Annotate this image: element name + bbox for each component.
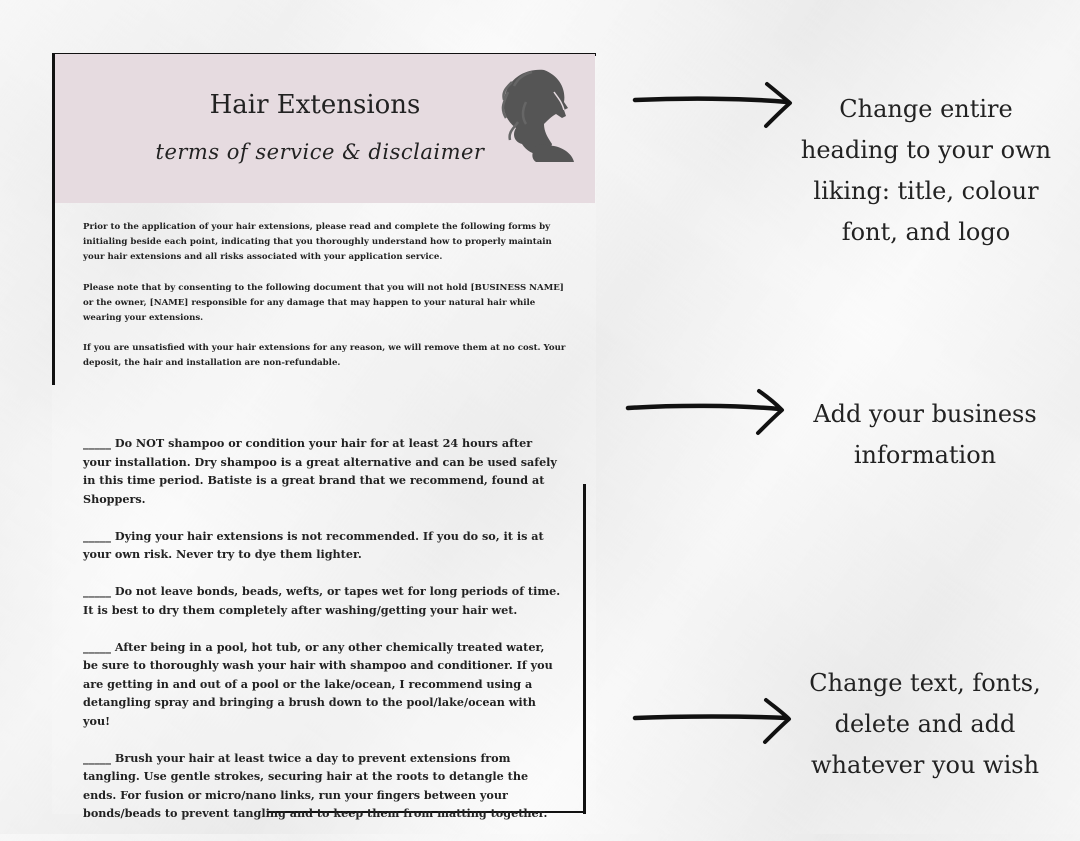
arrow-right-icon <box>625 386 790 436</box>
intro-paragraph: Please note that by consenting to the following document that you will not hold [BUSINESS NAME] or the owner, [NAME] responsible for any damage that may happen to your natural hair while wearing your extensions. <box>83 282 564 324</box>
document-title: Hair Extensions <box>209 90 421 120</box>
arrow-right-icon <box>632 696 797 746</box>
intro-paragraph: If you are unsatisfied with your hair extensions for any reason, we will remove them at no cost. Your deposit, the hair and installation are non-refundable. <box>83 343 566 369</box>
intro-text <box>83 220 573 387</box>
frame-right-line <box>583 484 586 814</box>
note-text-fonts: Change text, fonts, delete and add whatever you wish <box>809 669 1041 779</box>
document-subtitle: terms of service & disclaimer <box>155 140 485 164</box>
rule-item: _____ Do NOT shampoo or condition your hair for at least 24 hours after your installation. Dry shampoo is a great alternative and can be used safely in this time period. Batiste is a great brand that we recommend, found at Shoppers. <box>83 436 557 506</box>
rules-list <box>83 434 561 841</box>
note-heading: Change entire heading to your own liking: title, colour font, and logo <box>800 95 1052 246</box>
arrow-right-icon <box>632 80 797 130</box>
note-business-info: Add your business information <box>813 400 1037 469</box>
woman-silhouette-icon <box>492 62 592 162</box>
rule-item: _____ Do not leave bonds, beads, wefts, or tapes wet for long periods of time. It is best to dry them completely after washing/getting your hair wet. <box>83 584 561 617</box>
intro-paragraph: Prior to the application of your hair extensions, please read and complete the following forms by initialing beside each point, indicating that you thoroughly understand how to properly maintain your hair extensions and all risks associated with your application service. <box>83 222 552 263</box>
rule-item: _____ Brush your hair at least twice a day to prevent extensions from tangling. Use gentle strokes, securing hair at the roots to detangle the ends. For fusion or micro/nano links, run your fingers between your bonds/beads to prevent tangling and to keep them from matting together. <box>83 750 548 820</box>
rule-item: _____ Dying your hair extensions is not recommended. If you do so, it is at your own risk. Never try to dye them lighter. <box>83 528 544 561</box>
rule-item: _____ After being in a pool, hot tub, or any other chemically treated water, be sure to thoroughly wash your hair with shampoo and conditioner. If you are getting in and out of a pool or the lake/ocean, I recommend using a detangling spray and bringing a brush down to the pool/lake/ocean with you! <box>83 639 553 728</box>
